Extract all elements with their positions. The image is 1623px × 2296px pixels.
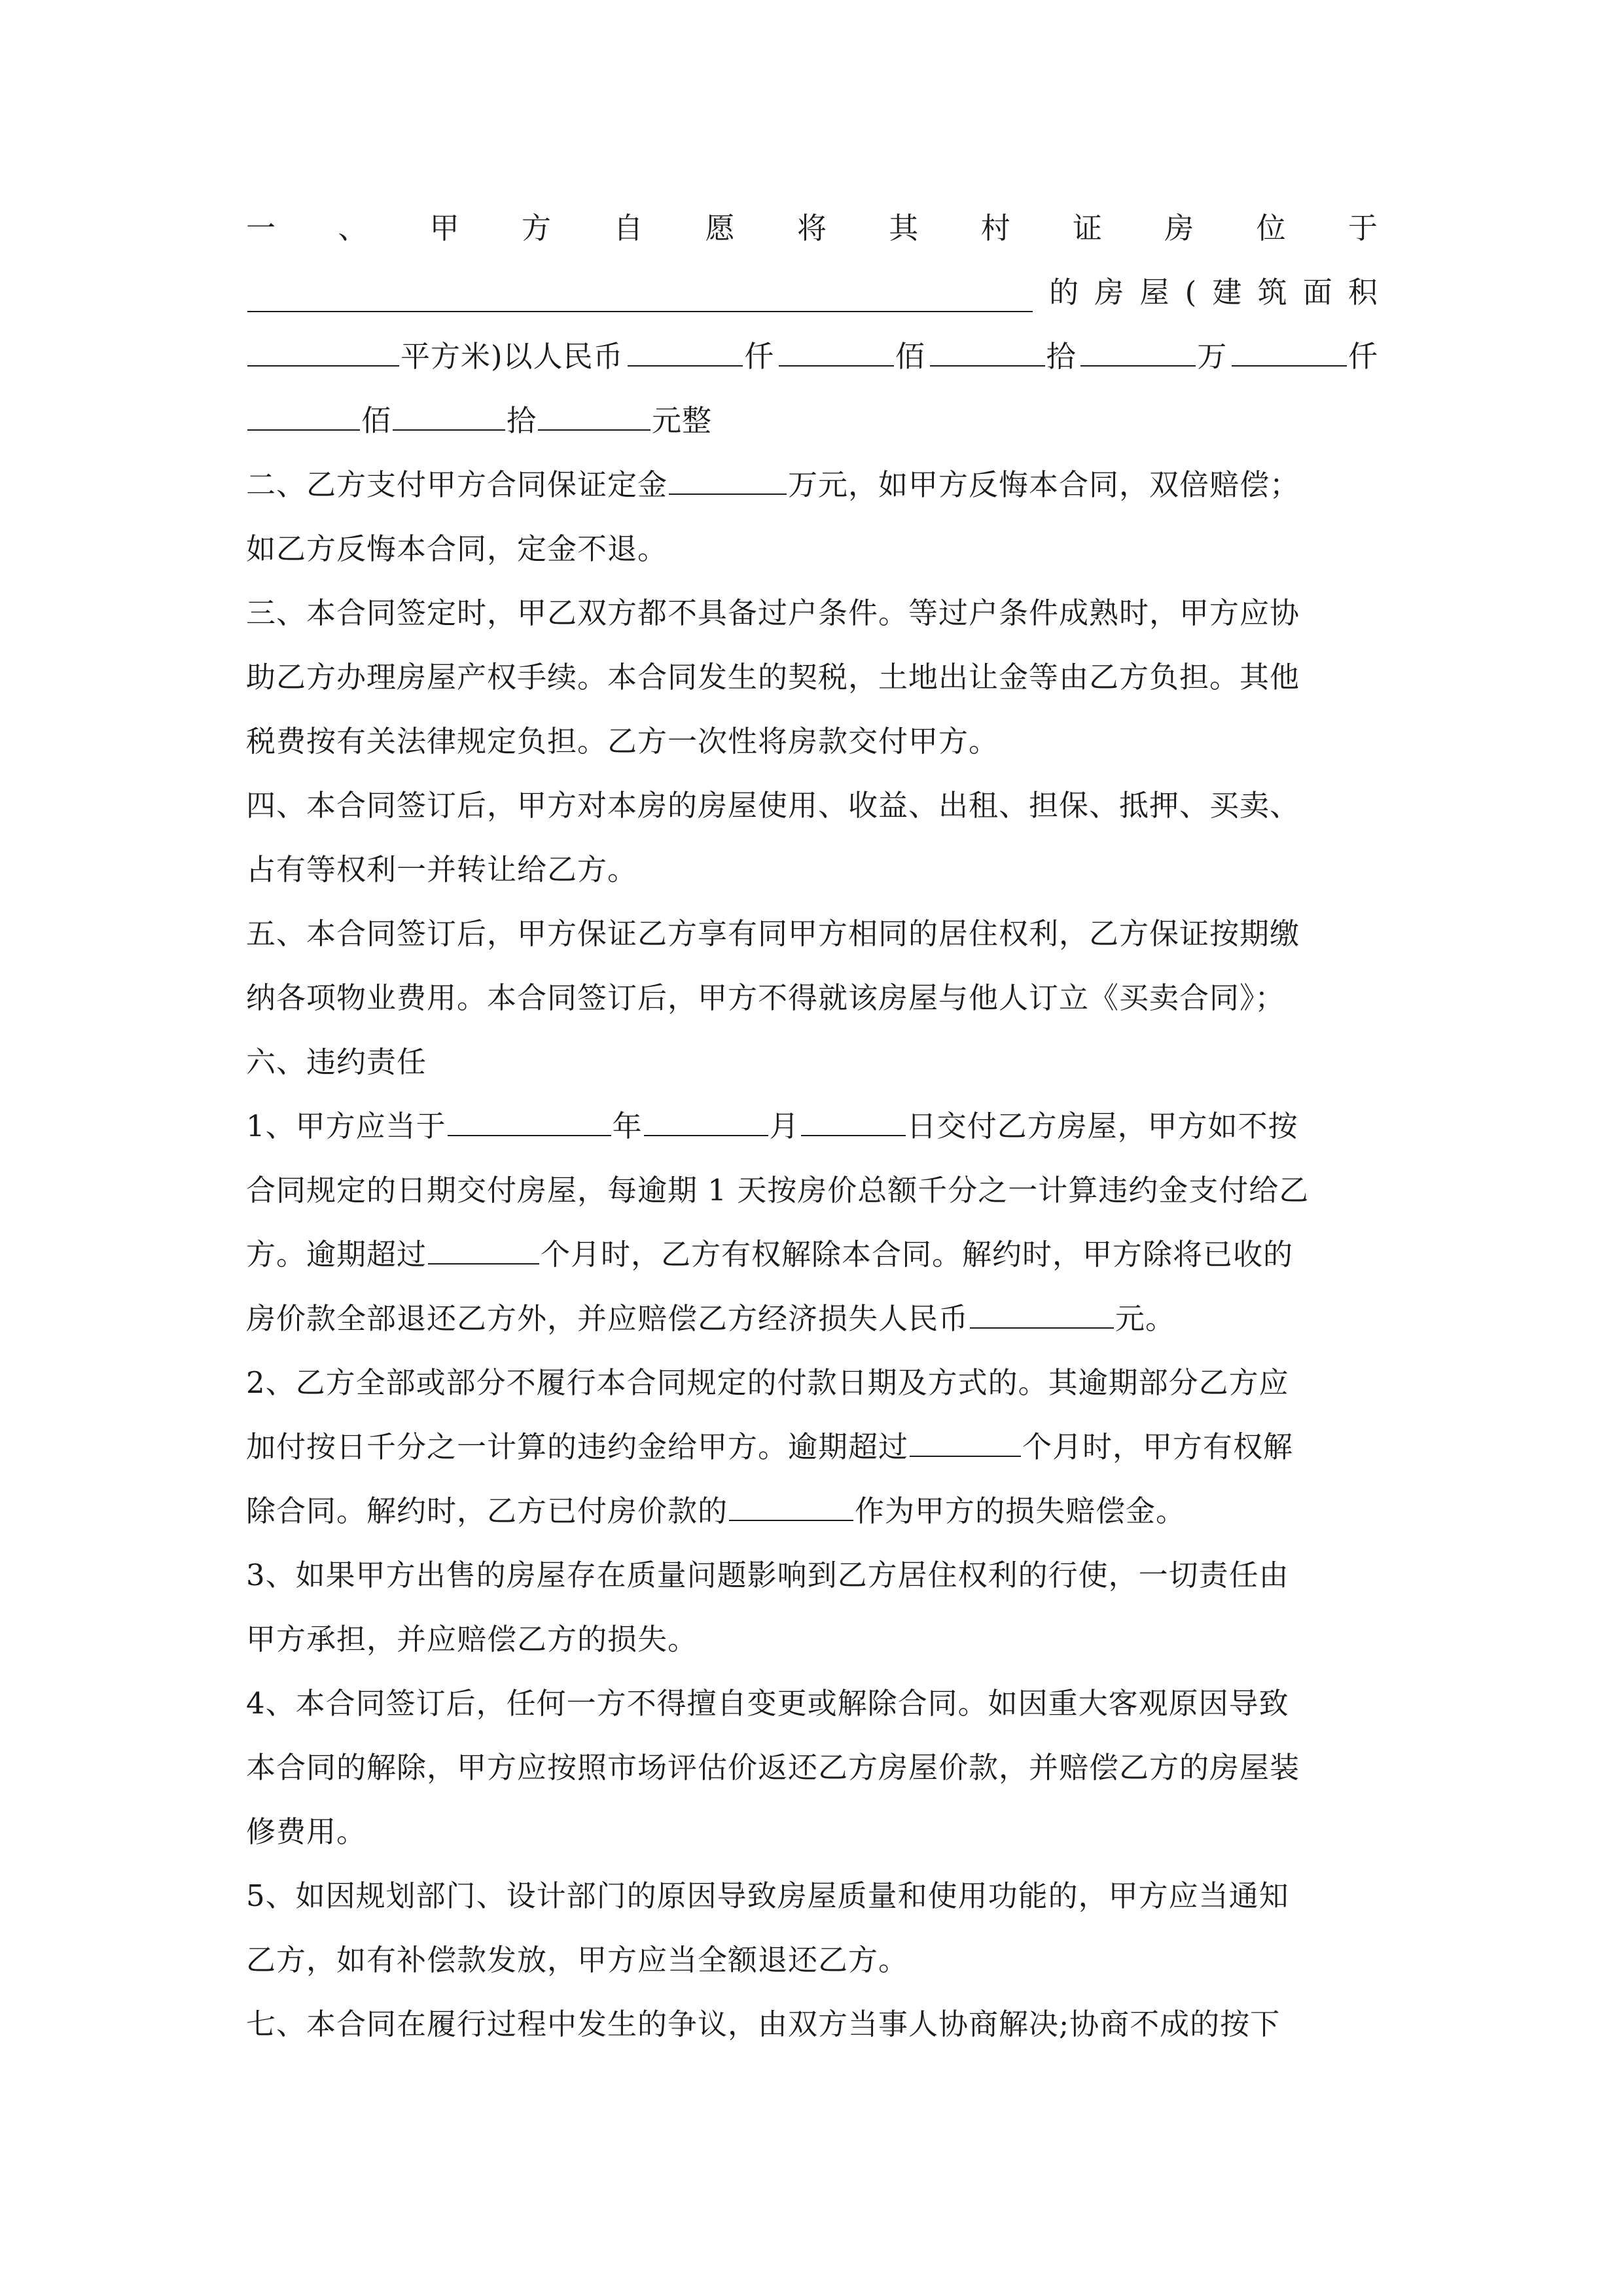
text: 元整: [652, 403, 713, 438]
char: 位: [1256, 211, 1287, 245]
clause-6-5-line-1: 5、如因规划部门、设计部门的原因导致房屋质量和使用功能的，甲方应当通知: [246, 1878, 1289, 1913]
text: 日交付乙方房屋，甲方如不按: [906, 1109, 1298, 1143]
char: 村: [980, 211, 1011, 245]
clause-6-1-line-3: [246, 1223, 1378, 1287]
clause-6-3-line-2: 甲方承担，并应赔偿乙方的损失。: [246, 1622, 698, 1657]
clause-6-4-line-1: 4、本合同签订后，任何一方不得擅自变更或解除合同。如因重大客观原因导致: [246, 1686, 1289, 1721]
char: 屋: [1139, 275, 1170, 310]
char: 房: [1164, 211, 1195, 245]
clause-3-line-3: 税费按有关法律规定负担。乙方一次性将房款交付甲方。: [246, 724, 999, 759]
char: 愿: [705, 211, 736, 245]
blank-months: [910, 1418, 1021, 1457]
char: 建: [1212, 275, 1243, 310]
clause-1-line-4: [246, 389, 1378, 453]
char: 筑: [1257, 275, 1288, 310]
char: 证: [1072, 211, 1103, 245]
clause-5-line-1: 五、本合同签订后，甲方保证乙方享有同甲方相同的居住权利，乙方保证按期缴: [246, 916, 1300, 951]
blank-amount: [930, 327, 1045, 367]
clause-5-line-2: 纳各项物业费用。本合同签订后，甲方不得就该房屋与他人订立《买卖合同》；: [246, 980, 1285, 1015]
blank-amount: [779, 327, 894, 367]
clause-7-line-1: 七、本合同在履行过程中发生的争议，由双方当事人协商解决;协商不成的按下: [246, 2007, 1281, 2041]
char: 房: [1094, 275, 1125, 310]
blank-deposit: [669, 456, 787, 495]
clause-6-3-line-1: 3、如果甲方出售的房屋存在质量问题影响到乙方居住权利的行使，一切责任由: [246, 1558, 1289, 1592]
blank-day: [801, 1097, 906, 1136]
qian-group: [626, 325, 774, 389]
clause-6-1-line-1: [246, 1094, 1378, 1158]
char: 甲: [429, 211, 460, 245]
blank-year: [448, 1097, 611, 1136]
clause-4-line-2: 占有等权利一并转让给乙方。: [246, 852, 638, 887]
text: 除合同。解约时，乙方已付房价款的: [246, 1494, 728, 1528]
text: 仟: [744, 339, 775, 374]
char: 其: [889, 211, 919, 245]
char: 方: [521, 211, 552, 245]
clause-1-line-2: [246, 260, 1378, 325]
text: 拾: [507, 403, 537, 438]
clause-6-5-line-2: 乙方，如有补偿款发放，甲方应当全额退还乙方。: [246, 1943, 909, 1977]
area-group: [246, 325, 624, 389]
blank-month: [644, 1097, 768, 1136]
blank-amount: [628, 327, 743, 367]
text: 仟: [1347, 339, 1378, 374]
char: 将: [796, 211, 827, 245]
blank-ratio: [729, 1482, 853, 1521]
text: 房价款全部退还乙方外，并应赔偿乙方经济损失人民币: [246, 1301, 969, 1336]
text: 二、乙方支付甲方合同保证定金: [246, 467, 668, 502]
char: 、: [338, 211, 368, 245]
text: 佰: [361, 403, 392, 438]
text: 佰: [895, 339, 925, 374]
blank-amount: [393, 391, 505, 431]
clause-6-2-line-1: 2、乙方全部或部分不履行本合同规定的付款日期及方式的。其逾期部分乙方应: [246, 1365, 1289, 1400]
char: 的: [1049, 275, 1080, 310]
text: 拾: [1046, 339, 1077, 374]
text: 年: [612, 1109, 643, 1143]
char: 积: [1347, 275, 1378, 310]
clause-3-line-1: 三、本合同签定时，甲乙双方都不具备过户条件。等过户条件成熟时，甲方应协: [246, 596, 1300, 630]
shi-group: [929, 325, 1077, 389]
wan-group: [1079, 325, 1227, 389]
char: 一: [246, 211, 277, 245]
clause-6-2-line-2: [246, 1415, 1378, 1479]
contract-body: [246, 196, 1378, 2056]
clause-6-2-line-3: [246, 1479, 1378, 1543]
text: 月: [769, 1109, 800, 1143]
bai-group: [777, 325, 925, 389]
clause-6-1-line-2: 合同规定的日期交付房屋，每逾期 1 天按房价总额千分之一计算违约金支付给乙: [246, 1173, 1310, 1208]
text: 平方米)以人民币: [401, 339, 624, 374]
clause-2-line-1: [246, 453, 1378, 517]
blank-amount: [538, 391, 651, 431]
char: 面: [1302, 275, 1333, 310]
char: (: [1185, 275, 1198, 310]
text: 万: [1197, 339, 1228, 374]
text: 方。逾期超过: [246, 1237, 427, 1272]
blank-amount: [1080, 327, 1196, 367]
blank-address: [247, 273, 1033, 312]
qian2-group: [1230, 325, 1378, 389]
text: 作为甲方的损失赔偿金。: [855, 1494, 1186, 1528]
text: 万元，如甲方反悔本合同，双倍赔偿；: [788, 467, 1300, 502]
clause-2-line-2: 如乙方反悔本合同，定金不退。: [246, 531, 668, 566]
blank-amount: [1232, 327, 1347, 367]
clause-1-line-1: [246, 196, 1378, 260]
blank-months: [428, 1225, 539, 1265]
blank-compensation: [970, 1289, 1114, 1329]
char: 于: [1347, 211, 1378, 245]
clause-6-4-line-2: 本合同的解除，甲方应按照市场评估价返还乙方房屋价款，并赔偿乙方的房屋装: [246, 1750, 1300, 1785]
text: 元。: [1115, 1301, 1176, 1336]
text: 1、甲方应当于: [246, 1109, 446, 1143]
text: 个月时，乙方有权解除本合同。解约时，甲方除将已收的: [541, 1237, 1294, 1272]
clause-6-1-line-4: [246, 1287, 1378, 1351]
clause-1-line-3: [246, 325, 1378, 389]
text: 加付按日千分之一计算的违约金给甲方。逾期超过: [246, 1429, 909, 1464]
clause-6-4-line-3: 修费用。: [246, 1814, 367, 1849]
clause-3-line-2: 助乙方办理房屋产权手续。本合同发生的契税，土地出让金等由乙方负担。其他: [246, 660, 1300, 694]
text: 个月时，甲方有权解: [1022, 1429, 1294, 1464]
blank-area: [247, 327, 399, 367]
blank-amount: [247, 391, 360, 431]
clause-4-line-1: 四、本合同签订后，甲方对本房的房屋使用、收益、出租、担保、抵押、买卖、: [246, 788, 1300, 823]
clause-6-title: 六、违约责任: [246, 1045, 427, 1079]
char: 自: [613, 211, 644, 245]
